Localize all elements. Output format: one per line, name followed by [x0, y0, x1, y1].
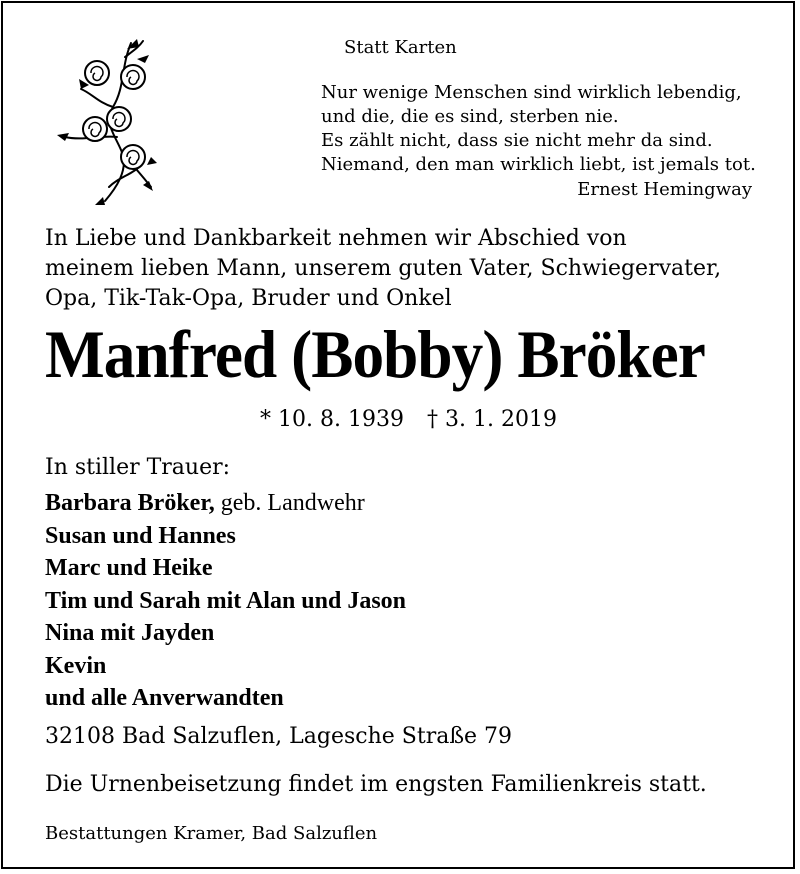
mourner-entry: Kevin	[45, 652, 107, 679]
mourning-heading: In stiller Trauer:	[45, 455, 231, 480]
mourner-spouse	[45, 487, 406, 520]
rose-branch-illustration	[43, 37, 163, 207]
intro-line: In Liebe und Dankbarkeit nehmen wir Abschied von	[45, 226, 627, 251]
quote-line: Niemand, den man wirklich liebt, ist jemals tot.	[321, 154, 756, 175]
spouse-name: Barbara Bröker,	[45, 490, 215, 516]
mourner-entry: Susan und Hannes	[45, 522, 236, 549]
mourner-entry: Marc und Heike	[45, 555, 213, 581]
statt-karten-label: Statt Karten	[344, 37, 457, 58]
death-date: † 3. 1. 2019	[427, 407, 557, 432]
intro-text	[45, 224, 721, 314]
quote-author: Ernest Hemingway	[577, 179, 752, 200]
mourner-entry: und alle Anverwandten	[45, 685, 284, 711]
deceased-name: Manfred (Bobby) Bröker	[45, 316, 705, 392]
spouse-maiden-name: geb. Landwehr	[214, 490, 365, 516]
intro-line: meinem lieben Mann, unserem guten Vater, Schwiegervater,	[45, 256, 722, 281]
mourner-entry: Nina mit Jayden	[45, 620, 215, 646]
quote-line: Es zählt nicht, dass sie nicht mehr da sind.	[321, 130, 713, 151]
burial-note: Die Urnenbeisetzung findet im engsten Familienkreis statt.	[45, 772, 707, 797]
hemingway-quote	[321, 81, 756, 177]
quote-line: Nur wenige Menschen sind wirklich lebendig,	[321, 82, 742, 103]
obituary-notice	[1, 1, 795, 869]
undertaker-credit: Bestattungen Kramer, Bad Salzuflen	[45, 823, 378, 844]
intro-line: Opa, Tik-Tak-Opa, Bruder und Onkel	[45, 286, 452, 311]
mourners-list	[45, 487, 406, 715]
quote-line: und die, die es sind, sterben nie.	[321, 106, 619, 127]
birth-date: * 10. 8. 1939	[260, 407, 404, 432]
family-address: 32108 Bad Salzuflen, Lagesche Straße 79	[45, 724, 513, 749]
mourner-entry: Tim und Sarah mit Alan und Jason	[45, 587, 407, 614]
